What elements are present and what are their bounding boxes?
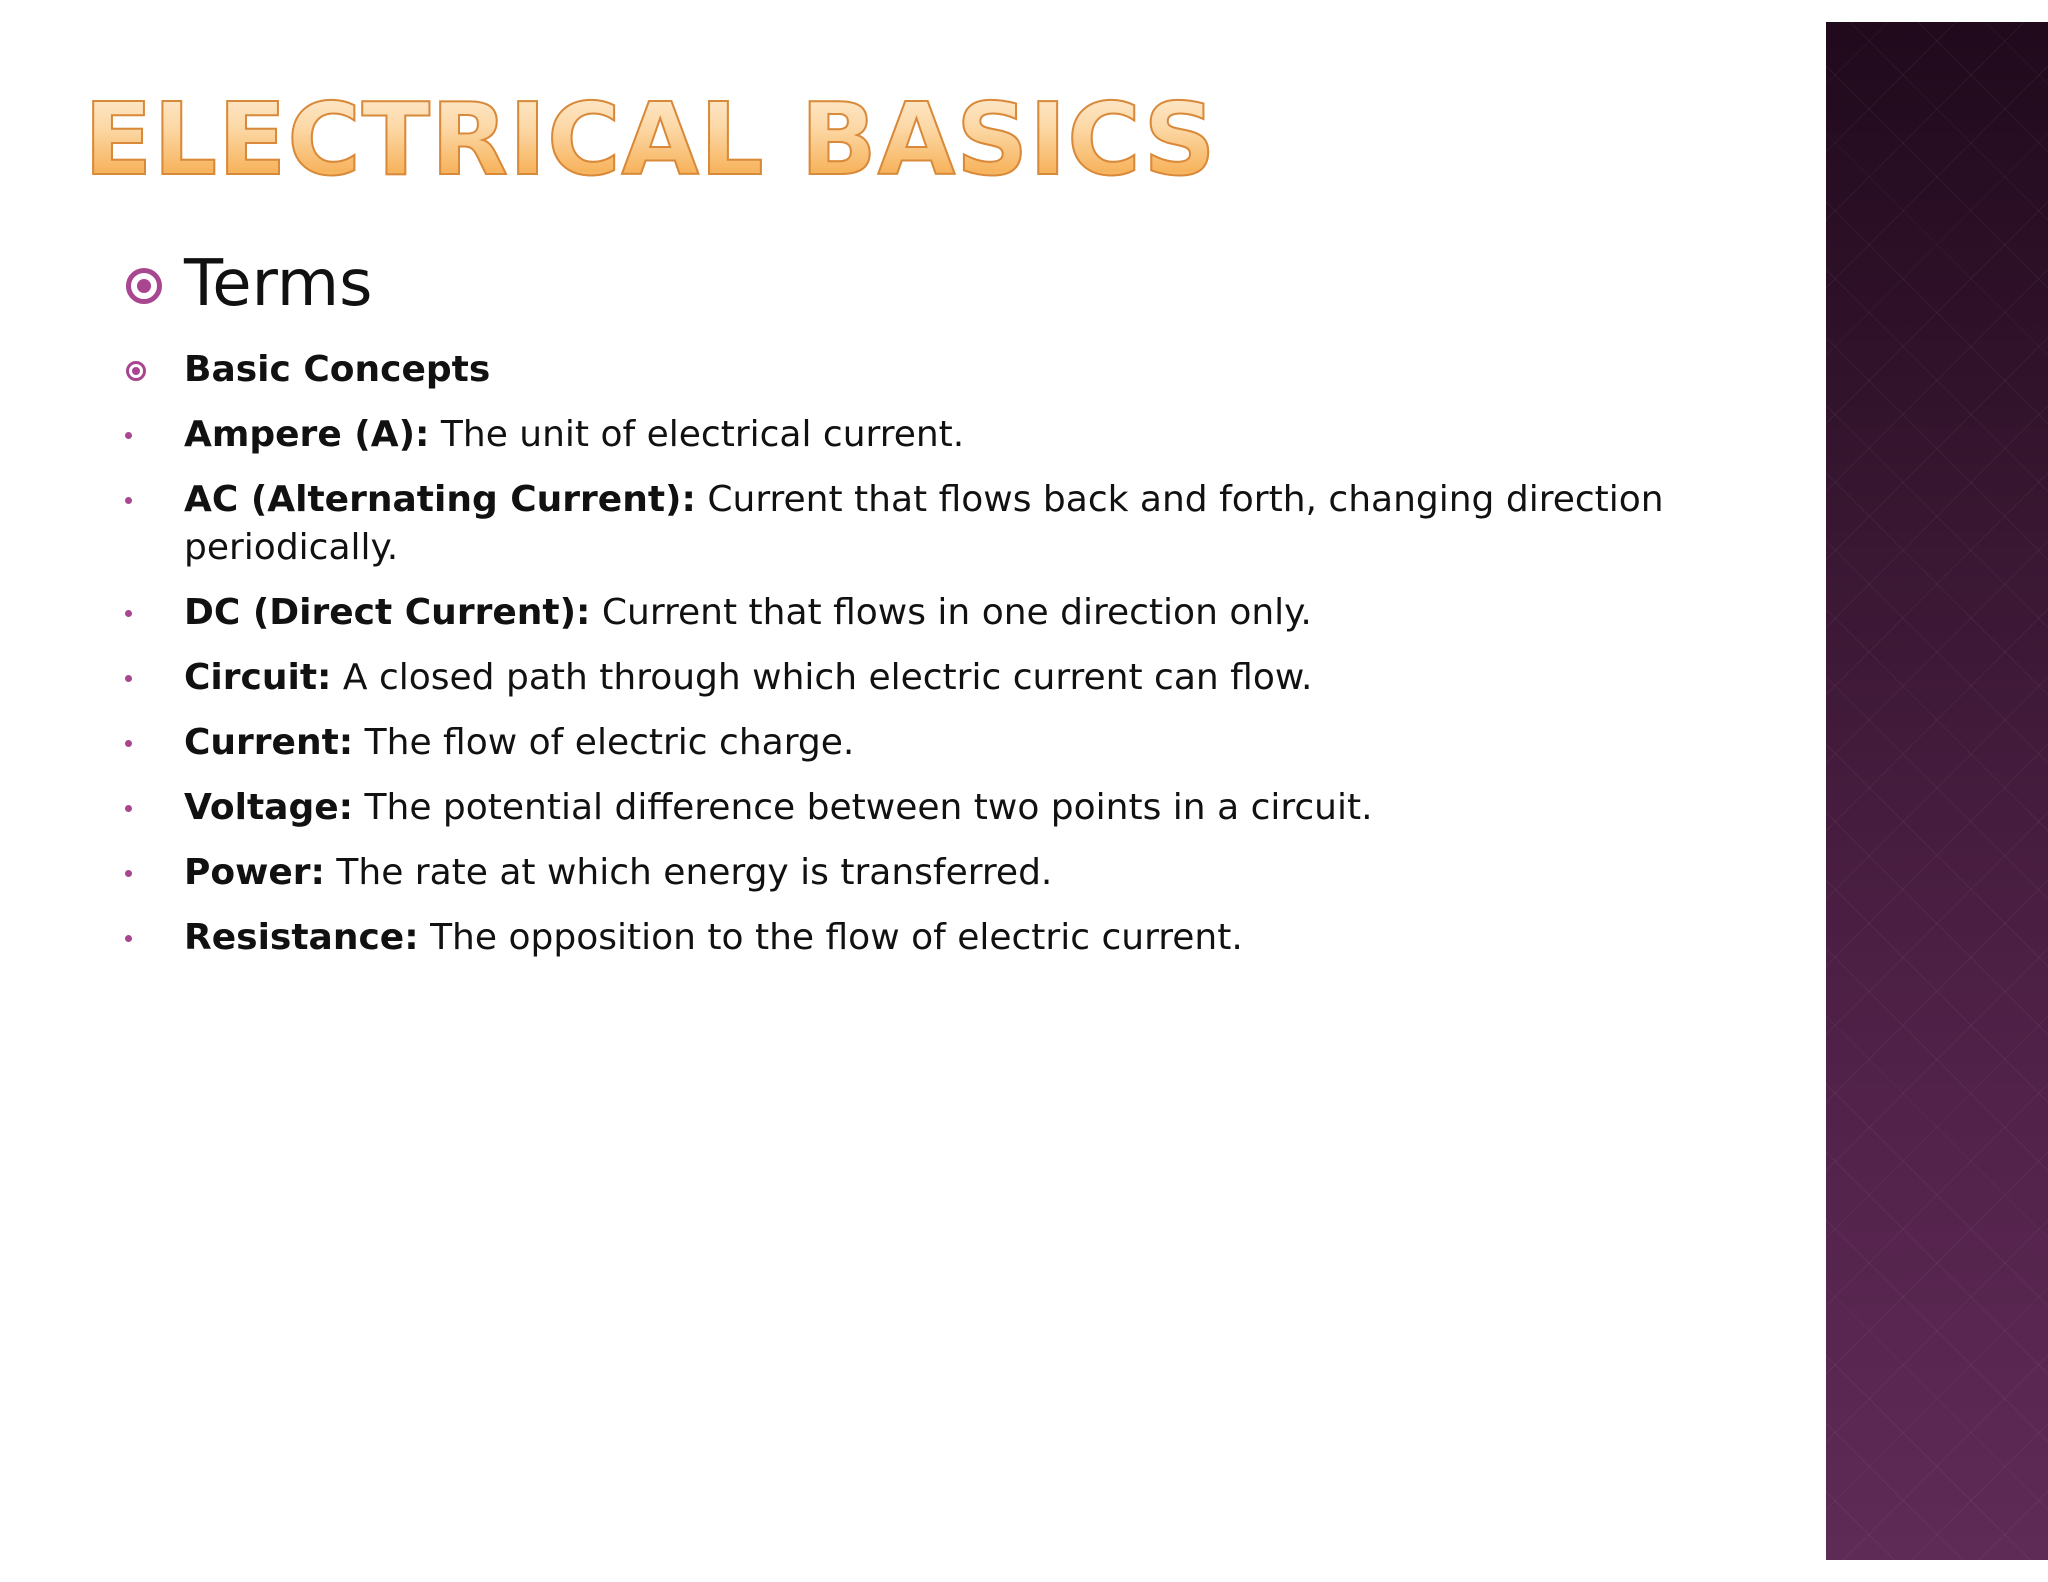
list-item xyxy=(120,654,1680,702)
item-term: Resistance: xyxy=(184,917,419,958)
item-definition: The potential difference between two points in a circuit. xyxy=(353,787,1373,828)
item-term: DC (Direct Current): xyxy=(184,592,591,633)
heading-terms xyxy=(120,244,1680,324)
slide-title: ELECTRICAL BASICS xyxy=(84,78,1217,202)
dot-bullet-icon xyxy=(125,497,132,504)
item-term: Ampere (A): xyxy=(184,414,430,455)
list-item xyxy=(120,849,1680,897)
dot-bullet-icon xyxy=(125,805,132,812)
dot-bullet-icon xyxy=(125,935,132,942)
dot-bullet-icon xyxy=(125,740,132,747)
item-definition: The opposition to the flow of electric current. xyxy=(418,917,1243,958)
list-item xyxy=(120,784,1680,832)
item-term: Circuit: xyxy=(184,657,332,698)
ring-bullet-icon xyxy=(126,268,162,304)
list-item xyxy=(120,719,1680,767)
subheading-basic-concepts xyxy=(120,346,1680,394)
item-definition: A closed path through which electric current can flow. xyxy=(331,657,1313,698)
item-definition: Current that flows in one direction only. xyxy=(590,592,1312,633)
item-term: Power: xyxy=(184,852,325,893)
dot-bullet-icon xyxy=(125,610,132,617)
dot-bullet-icon xyxy=(125,870,132,877)
list-item xyxy=(120,411,1680,459)
item-definition: The flow of electric charge. xyxy=(353,722,855,763)
ring-bullet-icon xyxy=(126,361,146,381)
slide-content xyxy=(120,244,1680,979)
item-definition: The unit of electrical current. xyxy=(429,414,965,455)
heading-text: Terms xyxy=(184,247,373,321)
list-item xyxy=(120,476,1680,572)
item-term: AC (Alternating Current): xyxy=(184,479,696,520)
subheading-text: Basic Concepts xyxy=(184,349,491,390)
dot-bullet-icon xyxy=(125,675,132,682)
list-item xyxy=(120,589,1680,637)
item-definition: Current that flows back and forth, changing direction periodically. xyxy=(184,479,1664,568)
list-item xyxy=(120,914,1680,962)
item-term: Voltage: xyxy=(184,787,354,828)
item-definition: The rate at which energy is transferred. xyxy=(324,852,1053,893)
decorative-side-band xyxy=(1826,22,2048,1560)
item-term: Current: xyxy=(184,722,354,763)
dot-bullet-icon xyxy=(125,432,132,439)
